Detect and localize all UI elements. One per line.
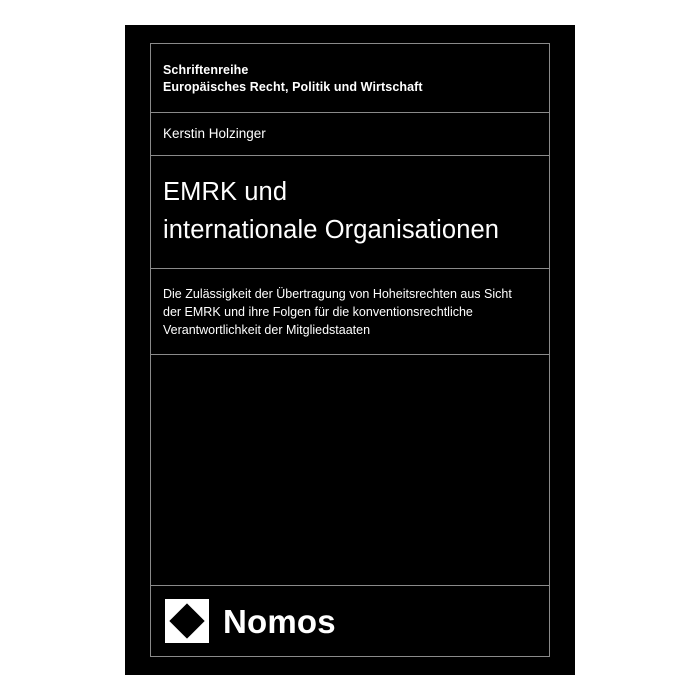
title-line-1: EMRK und <box>163 178 288 206</box>
nomos-diamond-icon <box>165 599 209 643</box>
publisher-name: Nomos <box>223 602 336 640</box>
subtitle-block <box>151 269 549 355</box>
subtitle-line-3: Verantwortlichkeit der Mitgliedstaaten <box>163 323 371 337</box>
author-name: Kerstin Holzinger <box>163 126 266 141</box>
cover-frame <box>150 43 550 657</box>
diamond-shape <box>169 603 204 638</box>
subtitle-line-1: Die Zulässigkeit der Übertragung von Hoheitsrechten aus Sicht <box>163 287 512 301</box>
subtitle-line-2: der EMRK und ihre Folgen für die konventionsrechtliche <box>163 305 473 319</box>
publisher-block <box>151 586 549 656</box>
series-block <box>151 44 549 113</box>
title-line-2: internationale Organisationen <box>163 216 500 244</box>
blank-area <box>151 355 549 586</box>
series-line-2: Europäisches Recht, Politik und Wirtschaft <box>163 80 423 94</box>
title-block <box>151 156 549 269</box>
series-line-1: Schriftenreihe <box>163 63 249 77</box>
book-cover <box>125 25 575 675</box>
author-block <box>151 113 549 156</box>
